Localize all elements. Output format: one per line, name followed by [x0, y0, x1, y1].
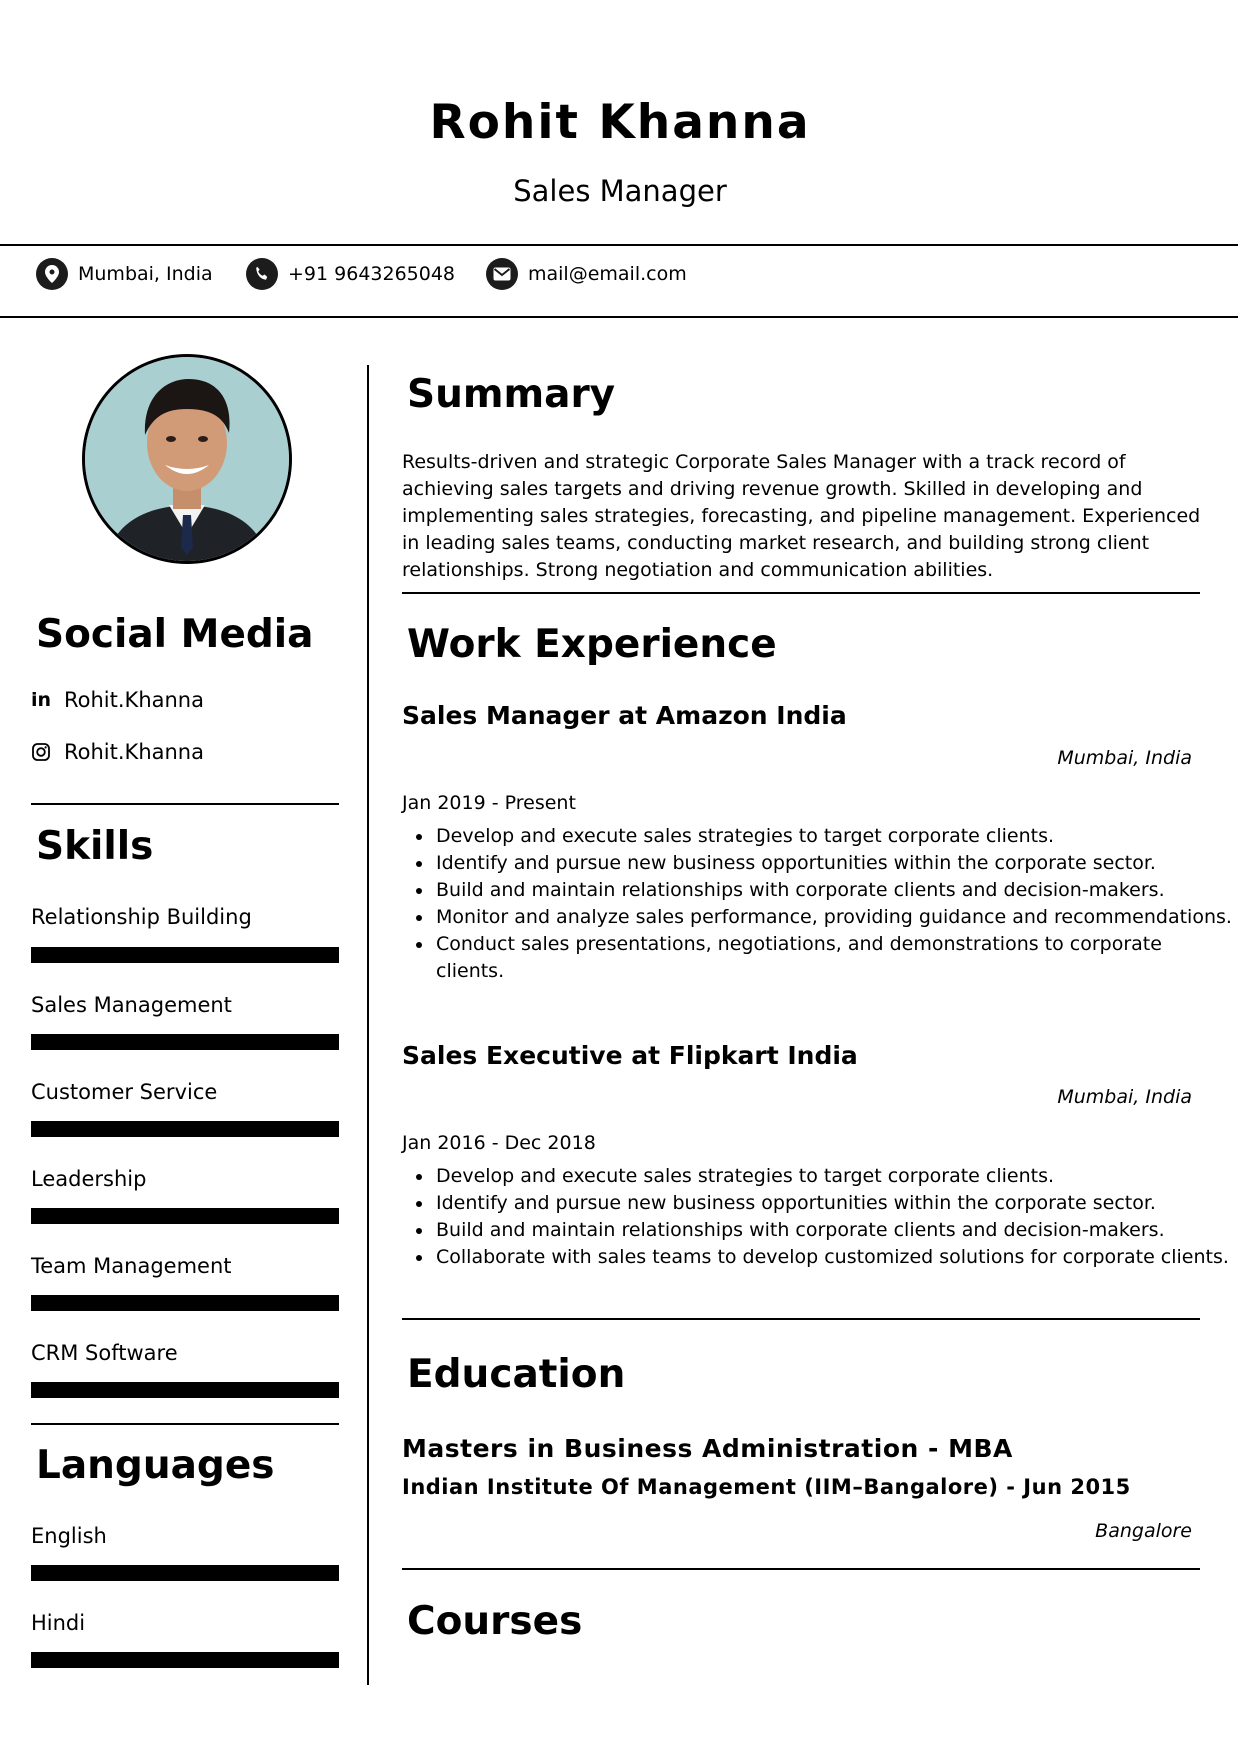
skill-bar: [31, 1382, 339, 1398]
list-item: • Conduct sales presentations, negotiations, and demonstrations to corporate clients.: [434, 931, 1234, 985]
skills-divider: [31, 1423, 339, 1425]
education-divider: [402, 1568, 1200, 1570]
instagram-handle: Rohit.Khanna: [64, 740, 204, 764]
job-location: Mumbai, India: [1057, 1086, 1192, 1108]
skill-name: Sales Management: [31, 993, 232, 1017]
list-item: • Build and maintain relationships with corporate clients and decision-makers.: [434, 877, 1234, 904]
location-pin-icon: [36, 258, 68, 290]
skill-name: Team Management: [31, 1254, 232, 1278]
email-icon: [486, 258, 518, 290]
languages-heading: Languages: [36, 1443, 275, 1488]
social-linkedin[interactable]: [31, 688, 204, 712]
skill-name: CRM Software: [31, 1341, 178, 1365]
list-item: • Identify and pursue new business opportunities within the corporate sector.: [434, 850, 1234, 877]
list-item: • Build and maintain relationships with corporate clients and decision-makers.: [434, 1217, 1234, 1244]
list-item: • Develop and execute sales strategies to target corporate clients.: [434, 823, 1234, 850]
summary-text: Results-driven and strategic Corporate Sales Manager with a track record of achieving sales targets and driving revenue growth. Skilled in developing and implementing sales strategies, forecasting, and pipeline management. Experienced in leading sales teams, conducting market research, and building strong client relationships. Strong negotiation and communication abilities.: [402, 451, 1201, 581]
social-divider: [31, 803, 339, 805]
contact-phone: [246, 258, 455, 290]
skill-bar: [31, 1034, 339, 1050]
column-divider: [367, 365, 369, 1685]
social-media-heading: Social Media: [36, 612, 314, 657]
summary-divider: [402, 592, 1200, 594]
job-title: Sales Manager at Amazon India: [402, 701, 847, 730]
linkedin-icon: in: [30, 689, 52, 711]
job-title: Sales Executive at Flipkart India: [402, 1041, 858, 1070]
job-dates: Jan 2019 - Present: [402, 792, 576, 814]
degree-title: Masters in Business Administration - MBA: [402, 1434, 1013, 1463]
skill-bar: [31, 1208, 339, 1224]
skills-heading: Skills: [36, 824, 154, 869]
contact-location: [36, 258, 213, 290]
header-top-divider: [0, 244, 1238, 246]
job-bullets: [402, 823, 1234, 985]
instagram-icon: [31, 743, 51, 761]
list-item: • Identify and pursue new business opportunities within the corporate sector.: [434, 1190, 1234, 1217]
experience-heading: Work Experience: [407, 622, 777, 667]
skill-bar: [31, 947, 339, 963]
job-location: Mumbai, India: [1057, 747, 1192, 769]
social-instagram[interactable]: [31, 740, 204, 764]
education-heading: Education: [407, 1352, 626, 1397]
candidate-name: Rohit Khanna: [429, 95, 811, 150]
list-item: • Develop and execute sales strategies to target corporate clients.: [434, 1163, 1234, 1190]
summary-heading: Summary: [407, 372, 616, 417]
header-bottom-divider: [0, 316, 1238, 318]
language-bar: [31, 1652, 339, 1668]
skill-bar: [31, 1295, 339, 1311]
language-bar: [31, 1565, 339, 1581]
contact-phone-text: +91 9643265048: [288, 263, 456, 285]
skill-name: Customer Service: [31, 1080, 218, 1104]
contact-email-text: mail@email.com: [528, 263, 687, 285]
contact-location-text: Mumbai, India: [78, 263, 213, 285]
experience-divider: [402, 1318, 1200, 1320]
skill-name: Relationship Building: [31, 905, 252, 929]
job-dates: Jan 2016 - Dec 2018: [402, 1132, 596, 1154]
job-bullets: [402, 1163, 1234, 1271]
courses-heading: Courses: [407, 1599, 583, 1644]
linkedin-handle: Rohit.Khanna: [64, 688, 204, 712]
contact-email: [486, 258, 687, 290]
skill-bar: [31, 1121, 339, 1137]
language-name: English: [31, 1524, 107, 1548]
profile-photo: [82, 354, 292, 564]
school-location: Bangalore: [1095, 1520, 1192, 1542]
phone-icon: [246, 258, 278, 290]
language-name: Hindi: [31, 1611, 86, 1635]
school-name: Indian Institute Of Management (IIM–Bangalore) - Jun 2015: [402, 1475, 1131, 1499]
job-role: Sales Manager: [513, 174, 727, 208]
list-item: • Collaborate with sales teams to develop customized solutions for corporate clients.: [434, 1244, 1234, 1271]
skill-name: Leadership: [31, 1167, 147, 1191]
list-item: • Monitor and analyze sales performance, providing guidance and recommendations.: [434, 904, 1234, 931]
